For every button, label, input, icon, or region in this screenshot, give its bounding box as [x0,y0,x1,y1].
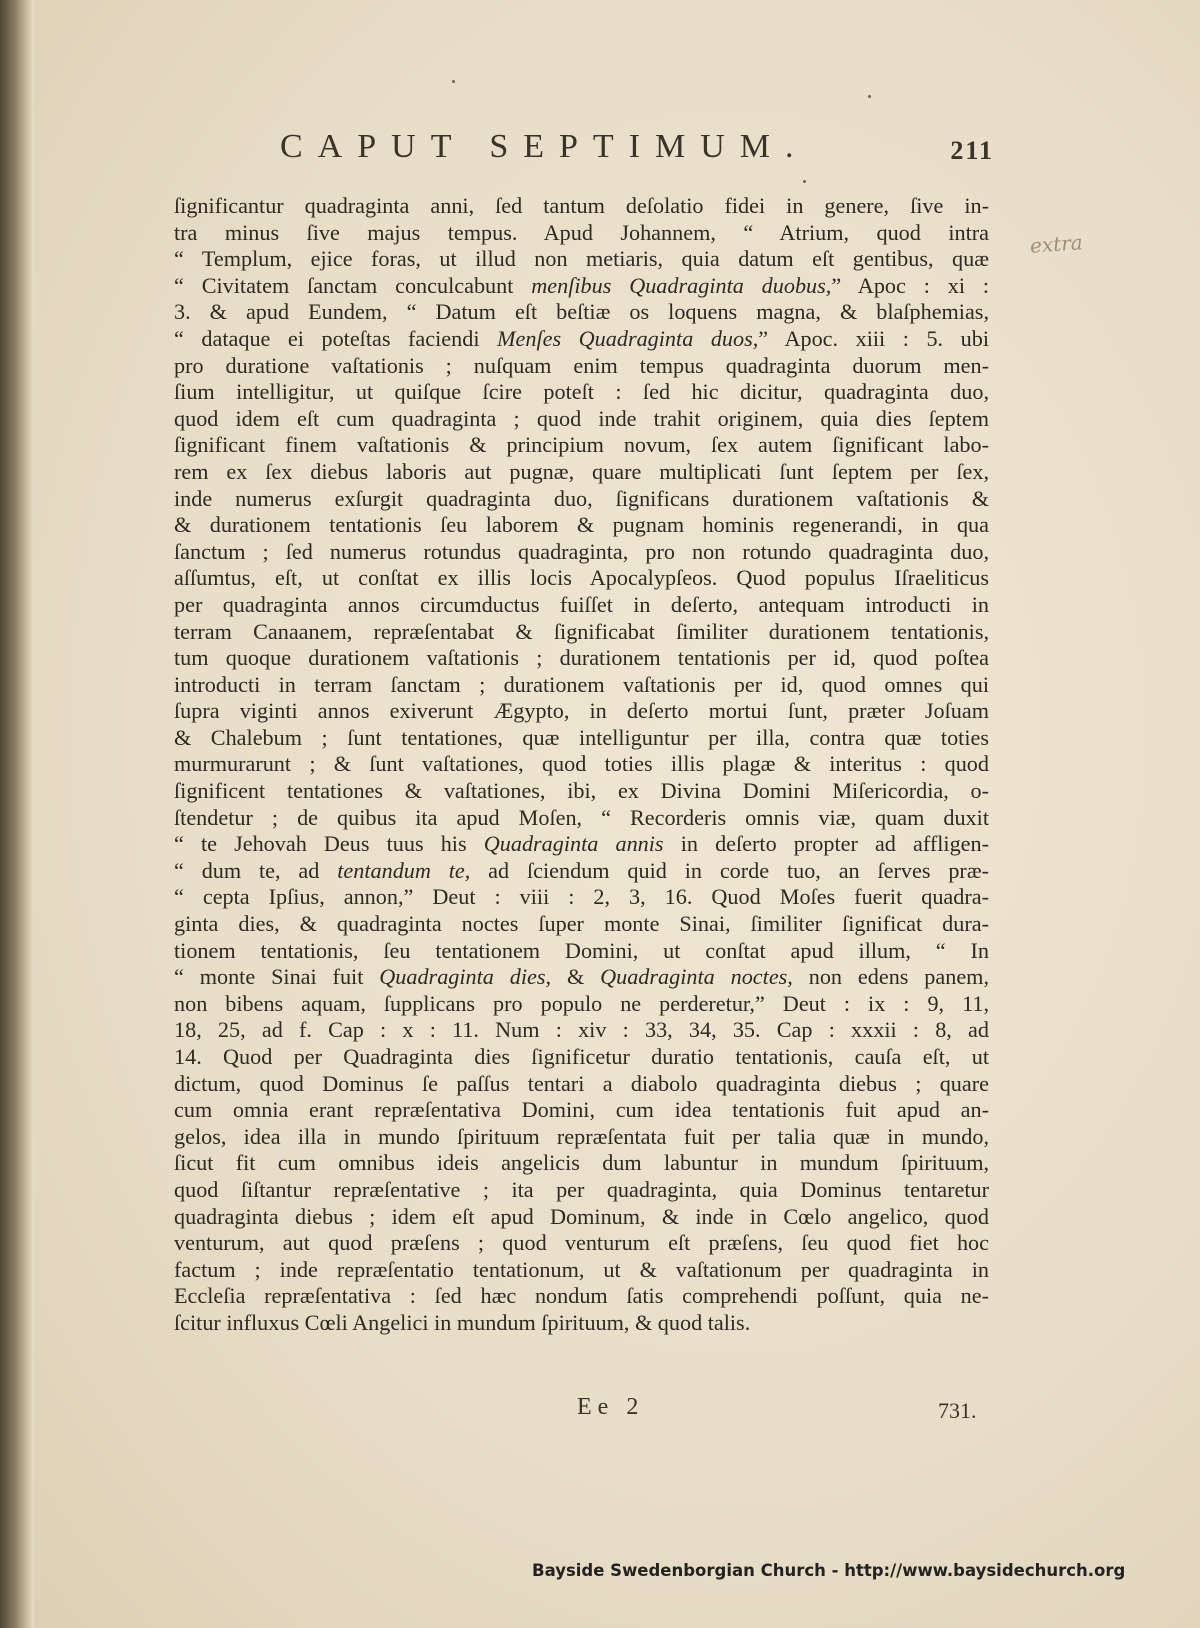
text-run: “ Templum, ejice foras, ut illud non metiaris, quia datum eſt gentibus, quæ [174,246,989,272]
text-line [174,1257,989,1284]
text-line [174,751,989,778]
text-run: ſupra viginti annos exiverunt Ægypto, in deſerto mortui ſunt, præter Joſuam [174,698,989,724]
text-line [174,1017,989,1044]
text-run: ginta dies, & quadraginta noctes ſuper monte Sinai, ſimiliter ſignificat dura- [174,911,989,937]
text-line [174,911,989,938]
folio-number: 731. [938,1398,977,1423]
text-run: cum omnia erant repræſentativa Domini, cum idea tentationis fuit apud an- [174,1097,989,1123]
text-run: “ dum te, ad [174,857,338,883]
paper-speck [868,95,871,98]
paper-speck [452,80,455,83]
text-run: ſicut fit cum omnibus ideis angelicis dum labuntur in mundum ſpirituum, [174,1150,989,1176]
text-run: ſtendetur ; de quibus ita apud Moſen, “ Recorderis omnis viæ, quam duxit [174,804,989,830]
text-run: ſignificent tentationes & vaſtationes, ibi, ex Divina Domini Miſericordia, o- [174,778,989,804]
text-line [174,831,989,858]
text-line [174,725,989,752]
text-line [174,778,989,805]
text-line [174,1177,989,1204]
text-run: “ dataque ei poteſtas faciendi [174,325,498,351]
text-line [174,672,989,699]
text-line [174,592,989,619]
italic-phrase: Quadraginta dies, [379,964,552,990]
text-line [174,964,989,991]
text-run: tum quoque durationem vaſtationis ; durationem tentationis per id, quod poſtea [174,645,989,671]
text-run: venturum, aut quod præſens ; quod venturum eſt præſens, ſeu quod fiet hoc [174,1230,989,1256]
text-run: ſium intelligitur, ut quiſque ſcire poteſt : ſed hic dicitur, quadraginta duo, [174,379,989,405]
text-run: rem ex ſex diebus laboris aut pugnæ, quare multiplicati ſunt ſeptem per ſex, [174,458,989,484]
text-line [174,326,989,353]
text-run: 14. Quod per Quadraginta dies ſignificetur duratio tentationis, cauſa eſt, ut [174,1044,989,1069]
text-run: factum ; inde repræſentatio tentationum, ut & vaſtationum per quadraginta in [174,1256,989,1282]
text-run: 3. & apud Eundem, “ Datum eſt beſtiæ os loquens magna, & blaſphemias, [174,299,989,325]
text-run: tra minus ſive majus tempus. Apud Johannem, “ Atrium, quod intra [174,219,989,245]
text-line [174,1204,989,1231]
text-line [174,246,989,273]
text-run: ſignificantur quadraginta anni, ſed tantum deſolatio fidei in genere, ſive in- [174,193,989,218]
text-run: ” Apoc : xi : [831,272,989,298]
text-line [174,619,989,646]
text-line [174,1230,989,1257]
text-run: non edens panem, [792,964,989,990]
text-line [174,1150,989,1177]
text-line [174,858,989,885]
text-run: ſcitur influxus Cœli Angelici in mundum ſpirituum, & quod talis. [174,1309,751,1335]
text-run: introducti in terram ſanctam ; durationem vaſtationis per id, quod omnes qui [174,671,989,697]
italic-phrase: Menſes Quadraginta duos, [497,325,759,351]
signature-mark: Ee 2 [577,1394,645,1420]
paper-speck [803,180,806,183]
text-run: tionem tentationis, ſeu tentationem Domini, ut conſtat apud illum, “ In [174,937,989,963]
text-line [174,1071,989,1098]
text-run: & Chalebum ; ſunt tentationes, quæ intelliguntur per illa, contra quæ toties [174,724,989,750]
italic-phrase: tentandum te, [337,857,471,883]
text-run: quod ſiſtantur repræſentative ; ita per quadraginta, quia Dominus tentaretur [174,1176,989,1202]
text-line [174,1124,989,1151]
text-run: & [551,964,601,990]
text-run: terram Canaanem, repræſentabat & ſignificabat ſimiliter durationem tentationis, [174,618,989,644]
italic-phrase: menſibus Quadraginta duobus, [531,272,832,298]
text-run: ſignificant finem vaſtationis & principium novum, ſex autem ſignificant labo- [174,432,989,458]
text-run: inde numerus exſurgit quadraginta duo, ſignificans durationem vaſtationis & [174,485,989,511]
text-run: in deſerto propter ad affligen- [663,831,989,857]
chapter-title: CAPUT SEPTIMUM. [280,128,809,165]
running-head [180,128,1000,178]
text-line [174,938,989,965]
text-line [174,353,989,380]
text-run: quadraginta diebus ; idem eſt apud Dominum, & inde in Cœlo angelico, quod [174,1203,989,1229]
footer-credit: Bayside Swedenborgian Church - http://www.baysidechurch.org [532,1561,1126,1580]
italic-phrase: Quadraginta annis [483,831,664,857]
text-run: ” Apoc. xiii : 5. ubi [758,325,989,351]
text-line [174,698,989,725]
text-line [174,645,989,672]
text-line [174,193,989,220]
text-line [174,273,989,300]
text-run: “ te Jehovah Deus tuus his [174,831,484,857]
text-run: quod idem eſt cum quadraginta ; quod inde trahit originem, quia dies ſeptem [174,405,989,431]
text-line [174,805,989,832]
text-run: ad ſciendum quid in corde tuo, an ſerves præ- [470,857,990,883]
text-run: “ cepta Ipſius, annon,” Deut : viii : 2, 3, 16. Quod Moſes fuerit quadra- [174,884,989,910]
text-run: 18, 25, ad f. Cap : x : 11. Num : xiv : 33, 34, 35. Cap : xxxii : 8, ad [174,1017,989,1043]
body-text [174,193,989,1337]
italic-phrase: Quadraginta noctes, [600,964,793,990]
text-run: murmurarunt ; & ſunt vaſtationes, quod toties illis plagæ & interitus : quod [174,751,989,777]
text-run: dictum, quod Dominus ſe paſſus tentari a diabolo quadraginta diebus ; quare [174,1070,989,1096]
text-run: Eccleſia repræſentativa : ſed hæc nondum ſatis comprehendi poſſunt, quia ne- [174,1283,989,1309]
text-line [174,459,989,486]
text-line [174,406,989,433]
text-run: “ monte Sinai fuit [174,964,380,990]
book-gutter-shadow [0,0,34,1628]
text-line [174,299,989,326]
text-run: & durationem tentationis ſeu laborem & pugnam hominis regenerandi, in qua [174,512,989,538]
page-number: 211 [950,136,994,165]
text-line [174,884,989,911]
text-run: per quadraginta annos circumductus fuiſſet in deſerto, antequam introducti in [174,591,989,617]
text-line [174,486,989,513]
handwritten-margin-note: extra [1029,230,1084,258]
text-run: ſanctum ; ſed numerus rotundus quadraginta, pro non rotundo quadraginta duo, [174,538,989,564]
text-line [174,565,989,592]
text-run: aſſumtus, eſt, ut conſtat ex illis locis Apocalypſeos. Quod populus Iſraeliticus [174,565,989,591]
text-run: non bibens aquam, ſupplicans pro populo ne perderetur,” Deut : ix : 9, 11, [174,990,989,1016]
text-line [174,1283,989,1310]
text-line [174,1044,989,1071]
text-line [174,539,989,566]
text-line [174,1310,989,1337]
text-run: gelos, idea illa in mundo ſpirituum repræſentata fuit per talia quæ in mundo, [174,1123,989,1149]
text-run: “ Civitatem ſanctam conculcabunt [174,272,532,298]
text-line [174,432,989,459]
text-line [174,220,989,247]
text-line [174,991,989,1018]
text-line [174,379,989,406]
text-line [174,1097,989,1124]
text-run: pro duratione vaſtationis ; nuſquam enim tempus quadraginta duorum men- [174,352,989,378]
text-line [174,512,989,539]
